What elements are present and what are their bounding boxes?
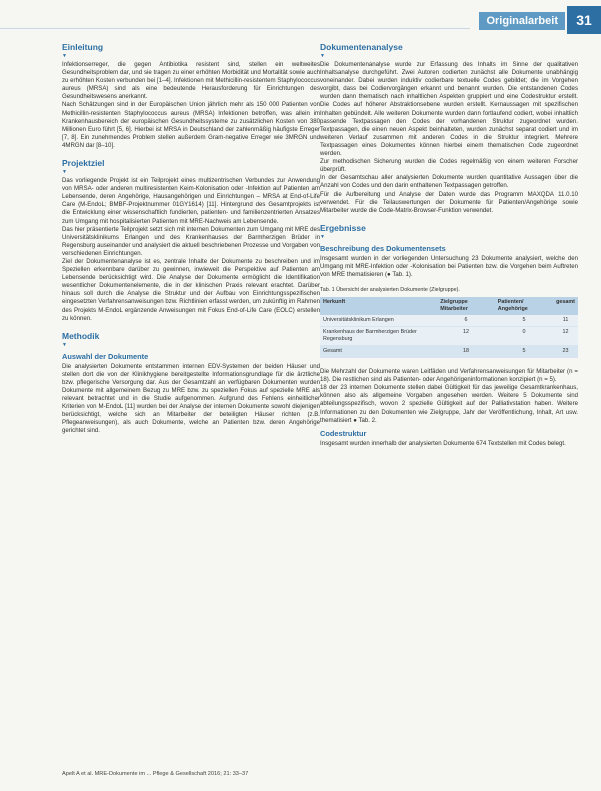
paragraph: Insgesamt wurden in der vorliegenden Untersuchung 23 Dokumente analysiert, welche den Umgang mit MRE-Infektion oder -Kolonisation bei Patienten bzw. die Vorgehen beim Auftreten von MRE thematisieren (● Tab. 1). bbox=[320, 254, 578, 278]
table-cell: Gesamt bbox=[320, 346, 437, 358]
table-row bbox=[320, 315, 578, 327]
section-heading: Ergebnisse bbox=[320, 222, 366, 233]
paragraph: In der Gesamtschau aller analysierten Dokumente wurden quantitative Aussagen über die Anzahl von Codes und den darin enthaltenen Textpassagen getroffen. bbox=[320, 174, 578, 190]
section-heading: Projektziel bbox=[62, 158, 105, 169]
section-marker-icon: ▼ bbox=[62, 169, 67, 176]
paragraph: Die Dokumentenanalyse wurde zur Erfassung des Inhalts im Sinne der qualitativen Inhaltsanalyse durchgeführt. Zwei Autoren codierten zunächst alle Dokumente unabhängig voneinander. Dabei wurden induktiv codierbare textuelle Codes gebildet; die im Vorgehen vorgibt, dass bei Codiervorgängen erkannt und benannt wurden. Die entstandenen Codes wurden dann thematisch nach inhaltlichen Aspekten gruppiert und eine Codestruktur erstellt. Die Codes auf höherer Abstraktionsebene wurden erstellt. Kernaussagen mit spezifischen Inhalten gebündelt. Alle weiteren Dokumente wurden dann fortlaufend codiert, wobei inhaltlich passende Textpassagen den Codes der vorhandenen Struktur zugeordnet wurden. Textpassagen, die einen neuen Aspekt beinhalteten, wurden zunächst separat codiert und im weiteren Verlauf zusammen mit anderen Codes in die Struktur integriert. Mehrere Textpassagen eines Dokumentes können hierbei einem thematischen Code zugeordnet werden. bbox=[320, 61, 578, 158]
paragraph: Ziel der Dokumentenanalyse ist es, zentrale Inhalte der Dokumente zu beschreiben und im Speziellen erkennbare darüber zu gewinnen, inwieweit die Perspektive auf Patienten am Lebensende berücksichtigt wird. Die Analyse der Dokumente ermöglicht die Identifikation wesentlicher Dokumentenelemente, die in der klinischen Praxis relevant erachtet. Darüber hinaus soll durch die Analyse die Struktur und der Aufbau von Einrichtungsspezifischen eingesetzten Verfahrensanweisungen bzw. Richtlinien erfasst werden, um zukünftig im Rahmen des Projekts M-EndoL ergänzende Anweisungen mit Fokus End-of-Life Care (EOLC) erstellen zu können. bbox=[62, 257, 320, 322]
subsection-heading: Beschreibung des Dokumentensets bbox=[320, 243, 446, 253]
paragraph: Die analysierten Dokumente entstammen internen EDV-Systemen der beiden Häuser und stellen dort die von der Klinikhygiene bereitgestellte Informationsgrundlage für die ärztliche bzw. pflegerische Versorgung dar. Aus der Gesamtzahl an verfügbaren Dokumenten wurden Dokumente mit allgemeinem Bezug zu MRE bzw. zu speziellen Fokus auf spezielle MRE als relevant betrachtet und in die Studie aufgenommen. Aufgrund des Fehlens einheitlicher Kriterien von M-EndoL [11] wurden bei der Analyse der internen Dokumente sowohl diejenigen berücksichtigt, welche sich an Mitarbeiter der beteiligten Häuser richten (z.B. Pflegeanweisungen), als auch Dokumente, welche an Patienten bzw. deren Angehörige gerichtet sind. bbox=[62, 362, 320, 435]
table-cell: 0 bbox=[495, 327, 553, 346]
subsection-heading: Codestruktur bbox=[320, 428, 367, 438]
section-marker-icon: ▼ bbox=[320, 233, 325, 240]
section-heading: Dokumentenanalyse bbox=[320, 42, 403, 52]
table-cell: Universitätsklinikum Erlangen bbox=[320, 315, 437, 327]
right-column bbox=[320, 42, 578, 448]
table-row bbox=[320, 346, 578, 358]
paragraph: Zur methodischen Sicherung wurden die Codes regelmäßig von einem weiteren Forscher überprüft. bbox=[320, 158, 578, 174]
table-row bbox=[320, 327, 578, 346]
section-marker-icon: ▼ bbox=[320, 53, 325, 59]
table-cell: 5 bbox=[495, 346, 553, 358]
subsection-heading: Auswahl der Dokumente bbox=[62, 351, 149, 361]
paragraph: Insgesamt wurden innerhalb der analysierten Dokumente 674 Textstellen mit Codes belegt. bbox=[320, 439, 566, 447]
table-cell: 5 bbox=[495, 315, 553, 327]
table-cell: 6 bbox=[437, 315, 495, 327]
table-1 bbox=[320, 297, 578, 358]
table-cell: 12 bbox=[437, 327, 495, 346]
table-cell: 23 bbox=[553, 346, 578, 358]
footer-citation: Apelt A et al. MRE-Dokumente im ... Pflege & Gesellschaft 2016; 21: 33–37 bbox=[62, 771, 249, 777]
header-rule bbox=[0, 28, 470, 29]
section-label: Originalarbeit bbox=[479, 12, 565, 30]
table-cell: Krankenhaus der Barmherzigen Brüder Regensburg bbox=[320, 327, 437, 346]
paragraph: 18 der 23 internen Dokumente stellen dabei Gültigkeit für das jeweilige Gesamtkrankenhaus, können also als allgemeine Vorgaben angesehen werden. Weitere 5 Dokumente sind abteilungsspezifisch, wovon 2 spezielle Gültigkeit auf der Palliativstation haben. Weitere Informationen zu den Dokumenten wie Zielgruppe, Jahr der Veröffentlichung, Inhalt, Art usw. thematisiert ● Tab. 2. bbox=[320, 384, 578, 424]
paragraph: Das vorliegende Projekt ist ein Teilprojekt eines multizentrischen Verbundes zur Anwendung von MRSA- oder anderen multiresistenten Keim-Kolonisation oder -Infektion auf Patienten am Lebensende, deren Angehörige, Hausangehörigen und Einrichtungen – MRSA at End-of-Life Care (M-EndoL; BMBF-Projektnummer 01GY1614) [11]. Hintergrund des Gesamtprojekts ist die Entwicklung einer wissenschaftlich fundierten, patienten- und familienzentrierten Ansatzes zum Umgang mit hospitalisierten Patienten mit MRE-Nachweis am Lebensende. bbox=[62, 177, 320, 225]
section-marker-icon: ▼ bbox=[62, 53, 67, 59]
section-heading: Einleitung bbox=[62, 42, 104, 52]
left-column bbox=[62, 42, 320, 436]
table-header-cell: Patienten/ Angehörige bbox=[495, 297, 553, 315]
paragraph: Für die Aufbereitung und Analyse der Daten wurde das Programm MAXQDA 11.0.10 verwendet. Für die Teilauswertungen der Dokumente für Patienten/Angehörige sowie Mitarbeiter wurde die Code-Matrix-Browser-Funktion verwendet. bbox=[320, 190, 578, 214]
section-heading: Methodik bbox=[62, 330, 100, 341]
table-header-cell: gesamt bbox=[553, 297, 578, 315]
paragraph: Nach Schätzungen sind in der Europäischen Union jährlich mehr als 150 000 Patienten von Methicillin-resistenten Staphylococcus aureus (MRSA) Infektionen betroffen, was allein im Krankenhausbereich der europäischen Gesundheitssysteme zu zusätzlichen Kosten von 380 Millionen Euro führt [5, 6]. Hierbei ist MRSA in Deutschland der zahlenmäßig häufigste Erreger [7, 8]. Ein zunehmendes Problem stellen außerdem Gram-negative Erreger wie 3MRGN und 4MRGN dar [8–10]. bbox=[62, 101, 320, 149]
paragraph: Die Mehrzahl der Dokumente waren Leitfäden und Verfahrensanweisungen für Mitarbeiter (n = 18). Die restlichen sind als Patienten- oder Angehörigeninformationen konzipiert (n = 5). bbox=[320, 368, 578, 384]
table-header-cell: Herkunft bbox=[320, 297, 437, 315]
table-caption: Tab. 1 Übersicht der analysierten Dokumente (Zielgruppe). bbox=[320, 287, 460, 294]
table-header-cell: Zielgruppe Mitarbeiter bbox=[437, 297, 495, 315]
page-number: 31 bbox=[567, 6, 601, 34]
table-cell: 12 bbox=[553, 327, 578, 346]
table-cell: 18 bbox=[437, 346, 495, 358]
table-cell: 11 bbox=[553, 315, 578, 327]
paragraph: Das hier präsentierte Teilprojekt setzt sich mit internen Dokumenten zum Umgang mit MRE des Universitätsklinikums Erlangen und des Krankenhauses der Barmherzigen Brüder in Regensburg auseinander und analysiert die aktuell beschriebenen Prozesse und Vorgaben von verschiedenen Einrichtungen. bbox=[62, 225, 320, 257]
paragraph: Infektionserreger, die gegen Antibiotika resistent sind, stellen ein weltweites Gesundheitsproblem dar, und sie tragen zu einer erhöhten Morbidität und Mortalität sowie auch zu erhöhten Kosten verbunden bei [1–4]. Infektionen mit Methicillin-resistentem Staphylococcus aureus (MRSA) sind als eine bedeutende Herausforderung für Einrichtungen des Gesundheitswesens anerkannt. bbox=[62, 61, 320, 101]
section-marker-icon: ▼ bbox=[62, 341, 67, 348]
